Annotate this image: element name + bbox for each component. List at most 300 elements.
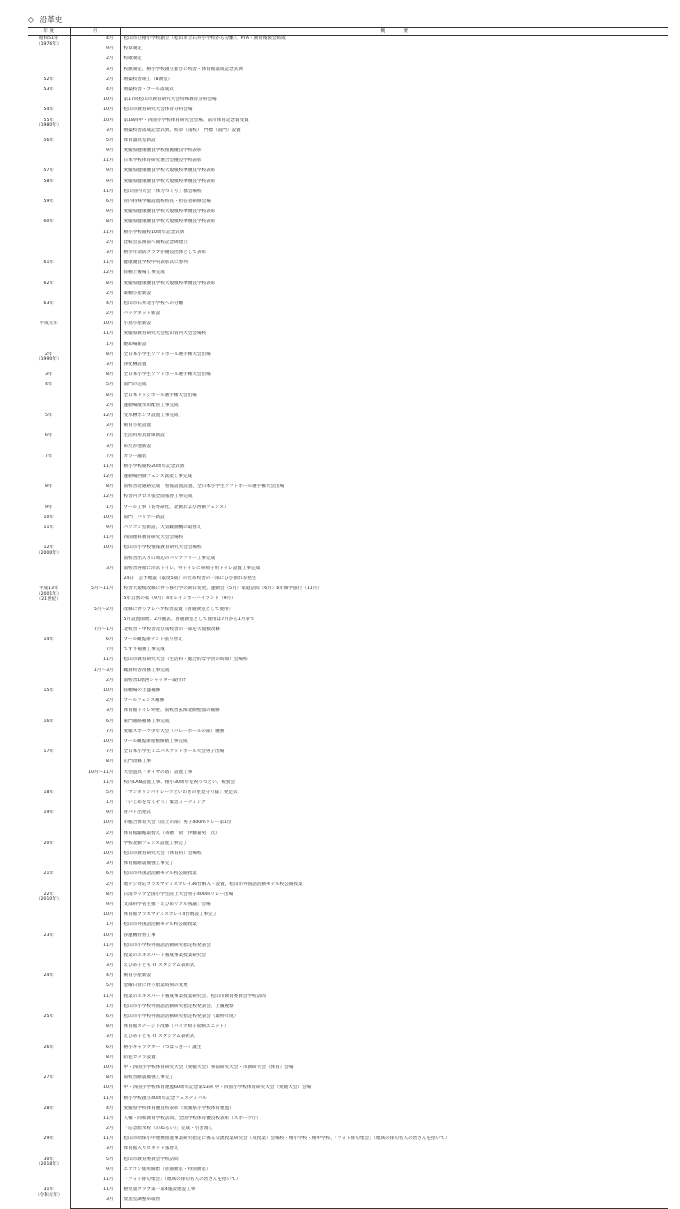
month-cell: 2月 xyxy=(70,882,120,892)
month-cell: 3月 xyxy=(70,423,120,433)
month-cell: 3月 xyxy=(70,1034,120,1044)
month-cell: 2月 xyxy=(70,1126,120,1136)
summary-cell: 校章制定 xyxy=(123,46,142,52)
summary-cell: 校舎大規模改修に伴う移行学の期日変更。運動会（5月）家庭訪問（6月）6年修学旅行（11月） xyxy=(123,586,322,592)
year-line: 55年 xyxy=(43,117,54,123)
year-line: 平成13年 xyxy=(38,586,59,592)
year-cell xyxy=(28,1045,70,1076)
summary-cell: 体育館プラズマディスプレイ4台増設工事完了 xyxy=(123,912,218,918)
year-line: 9年 xyxy=(44,504,53,510)
summary-cell: 増築校舎・プール落成式 xyxy=(123,86,174,92)
summary-cell: プールフェンス補修 xyxy=(123,698,165,704)
table-row xyxy=(28,800,668,810)
table-row xyxy=(28,831,668,841)
month-cell: 2月 xyxy=(70,311,120,321)
month-cell: 11月 xyxy=(70,158,120,168)
table-row xyxy=(28,107,668,117)
month-cell: 5月 xyxy=(70,1157,120,1167)
month-cell: 9月 xyxy=(70,525,120,535)
table-row xyxy=(28,973,668,983)
table-row xyxy=(28,596,668,606)
table-row xyxy=(28,657,668,667)
year-cell xyxy=(28,87,70,107)
summary-cell: 松山市小学校外国語活動研究指定校発表会（最終年度） xyxy=(123,1014,239,1019)
month-cell: 10月 xyxy=(70,545,120,555)
summary-cell: 増築校舎竣工（8教室） xyxy=(123,76,173,82)
header-year: 年 度 xyxy=(28,28,70,36)
table-row xyxy=(28,545,668,555)
month-cell: 4月 xyxy=(70,1106,120,1116)
table-row xyxy=(28,67,668,77)
table-row xyxy=(28,983,668,993)
year-cell xyxy=(28,281,70,301)
table-row xyxy=(28,46,668,56)
summary-cell: 5月設置開始、2月撤去。普通教室として使用は7月から1月まで xyxy=(123,616,255,622)
month-cell: 11月 xyxy=(70,1187,120,1197)
month-cell: 1月 xyxy=(70,953,120,963)
month-cell: 6月 xyxy=(70,1045,120,1055)
year-cell xyxy=(28,118,70,138)
month-cell: 6月 xyxy=(70,871,120,881)
table-row xyxy=(28,953,668,963)
table-row xyxy=(28,688,668,698)
table-row xyxy=(28,668,668,678)
year-line: 8年 xyxy=(44,484,53,490)
month-cell: 11月 xyxy=(70,535,120,545)
year-line: 22年 xyxy=(43,891,54,897)
summary-cell: 「マンダリンパイレーツといわぎの里見守り隊」発足式 xyxy=(123,789,238,795)
table-row xyxy=(28,770,668,780)
summary-cell: 金曜日食に伴う給業時刻の変更 xyxy=(123,983,188,989)
table-row xyxy=(28,484,668,494)
year-cell xyxy=(28,1136,70,1156)
year-cell xyxy=(28,484,70,504)
summary-cell: 椿小学校開校10周年記念式典 xyxy=(123,229,185,235)
summary-cell: プール工事（長寿命化、北側および西側フェンス） xyxy=(123,504,229,510)
summary-cell: 比較会玄関前へ開校記念碑建立 xyxy=(123,239,188,245)
month-cell: 6月 xyxy=(70,719,120,729)
table-row xyxy=(28,36,668,47)
month-cell: 3月 xyxy=(70,963,120,973)
summary-cell: めだか池新設 xyxy=(123,443,152,449)
month-cell: 3月 xyxy=(70,1146,120,1156)
table-row xyxy=(28,423,668,433)
year-line: 63年 xyxy=(43,300,54,306)
month-cell: 3月 xyxy=(70,861,120,871)
table-row xyxy=(28,454,668,464)
summary-cell: 校内LAN設置工事、椿小30周年を祝うつどい、祝賀会 xyxy=(123,779,236,785)
table-row xyxy=(28,291,668,301)
table-row xyxy=(28,444,668,454)
summary-cell: 防犯カメラ設置 xyxy=(123,1054,156,1060)
summary-cell: 職員校舎改修工事完成 xyxy=(123,667,170,673)
month-cell: 9月 xyxy=(70,148,120,158)
summary-cell: バックネット新設 xyxy=(123,311,161,317)
table-row xyxy=(28,433,668,443)
year-line: 18年 xyxy=(43,789,54,795)
table-row xyxy=(28,739,668,749)
year-line: 54年 xyxy=(43,107,54,113)
year-cell xyxy=(28,515,70,525)
table-row xyxy=(28,321,668,331)
year-cell xyxy=(28,36,70,77)
year-cell xyxy=(28,749,70,790)
month-cell: 5月～11月 xyxy=(70,586,120,596)
summary-cell: 松山市幼保小中連携推進事業研究指定に係る交流授業研究会（及授業）会場校・椿小学校・椿中学校、「フォト俳句集会」（地域の俳句名人の皆さんを招いて） xyxy=(123,1136,450,1142)
summary-cell: 生活科用具倉庫新設 xyxy=(123,433,165,439)
year-line: 17年 xyxy=(43,749,54,755)
table-row xyxy=(28,382,668,392)
table-row xyxy=(28,281,668,291)
month-cell: 2月 xyxy=(70,291,120,301)
year-line: 3年 xyxy=(44,372,53,378)
table-row xyxy=(28,1085,668,1095)
month-cell: 10月 xyxy=(70,912,120,922)
month-cell: 11月 xyxy=(70,994,120,1004)
summary-cell: えひめ子ども IT スタジアム表彰式 xyxy=(123,1034,195,1040)
table-row xyxy=(28,841,668,851)
year-line: 12年 xyxy=(43,545,54,551)
table-row xyxy=(28,464,668,474)
year-line: 53年 xyxy=(43,86,54,92)
table-row xyxy=(28,576,668,586)
month-cell: 11月 xyxy=(70,657,120,667)
summary-cell: 第18回中・四国小学校体育研究会会場、前川体育記念賞受賞 xyxy=(123,117,249,123)
month-cell: 11月 xyxy=(70,189,120,199)
summary-cell: カラー舗装 xyxy=(123,453,147,459)
year-cell xyxy=(28,871,70,891)
year-line: 19年 xyxy=(43,810,54,816)
summary-cell: 大型遊具「ダイヤの塔」設置工事 xyxy=(123,769,193,775)
table-row xyxy=(28,912,668,922)
month-cell: 11月 xyxy=(70,464,120,474)
summary-cell: 5年自然の家（9月）4年レインボーハイランド（9月） xyxy=(123,596,236,602)
year-cell xyxy=(28,138,70,169)
table-row xyxy=(28,892,668,902)
table-row xyxy=(28,270,668,280)
month-cell: 11月 xyxy=(70,260,120,270)
month-cell: 2月 xyxy=(70,240,120,250)
year-cell xyxy=(28,892,70,933)
month-cell xyxy=(70,576,120,586)
summary-cell: 南校舎北通路完成 警報設置設置、全日本小学生ソフトボール選手権大会出場 xyxy=(123,484,285,490)
table-row xyxy=(28,535,668,545)
summary-cell: 体育館耐震補強工事完了 xyxy=(123,861,175,867)
month-cell: 6月 xyxy=(70,199,120,209)
summary-cell: 健康優良学校中央表彰式に参列 xyxy=(123,260,188,266)
table-row xyxy=(28,1136,668,1146)
month-cell: 1月 xyxy=(70,800,120,810)
year-line: 57年 xyxy=(43,168,54,174)
summary-cell: 小鳥小屋新設 xyxy=(123,321,152,327)
summary-cell: 24日 芸予地震（震度5弱）のため校舎の一部にひび割れ等発生 xyxy=(123,575,257,581)
table-row xyxy=(28,311,668,321)
year-line: 61年 xyxy=(43,260,54,266)
month-cell: 10月 xyxy=(70,933,120,943)
table-row xyxy=(28,128,668,138)
summary-cell: 南校舎1階西シャッター取付け xyxy=(123,677,187,683)
table-row xyxy=(28,342,668,352)
table-row xyxy=(28,1126,668,1136)
table-row xyxy=(28,1055,668,1065)
table-row xyxy=(28,586,668,596)
table-row xyxy=(28,230,668,240)
table-row xyxy=(28,678,668,688)
month-cell: 8月 xyxy=(70,393,120,403)
table-row xyxy=(28,810,668,820)
table-header-row xyxy=(28,28,668,36)
table-row xyxy=(28,1034,668,1044)
month-cell: 9月 xyxy=(70,1167,120,1177)
month-cell: 3月 xyxy=(70,708,120,718)
month-cell: 8月 xyxy=(70,1055,120,1065)
month-cell: 11月 xyxy=(70,1177,120,1187)
table-row xyxy=(28,617,668,627)
summary-cell: 校舎内クロス張全面張替工事完成 xyxy=(123,494,193,500)
summary-cell: 体育館トイレ外壁、南校舎玄関北側壁面の補修 xyxy=(123,708,220,714)
table-row xyxy=(28,851,668,861)
summary-cell: 東門通路補修工事完成 xyxy=(123,718,170,724)
summary-cell: 椿少年消防クラブが優良団体として表彰 xyxy=(123,249,207,255)
month-cell: 3月 xyxy=(70,566,120,576)
month-cell: 10月 xyxy=(70,820,120,830)
month-cell: 10月 xyxy=(70,515,120,525)
year-cell xyxy=(28,1014,70,1045)
summary-cell: 焼却場新設 xyxy=(123,341,147,347)
year-line: 28年 xyxy=(43,1105,54,1111)
table-row xyxy=(28,1146,668,1156)
summary-cell: 人権・同和教育学校訪問、全国学校体育優良校表彰（スポーツ庁） xyxy=(123,1115,262,1121)
table-row xyxy=(28,994,668,1004)
table-row xyxy=(28,331,668,341)
summary-cell: 学校北側フェンス設置工事完了 xyxy=(123,840,188,846)
summary-cell: 市総合体育大会（陸上の部）男子400mリレー第1位 xyxy=(123,820,232,826)
header-month: 月 xyxy=(70,28,120,36)
year-line: 23年 xyxy=(43,932,54,938)
summary-cell: 椿小キャラクター（つばっきー）誕生 xyxy=(123,1044,202,1050)
month-cell: 12月 xyxy=(70,270,120,280)
summary-cell: 全日本ドッジボール選手権大会出場 xyxy=(123,392,197,398)
table-row xyxy=(28,729,668,739)
table-row xyxy=(28,861,668,871)
summary-cell: 南門の完成 xyxy=(123,382,147,388)
month-cell: 1月 xyxy=(70,342,120,352)
year-line: 30年 xyxy=(43,1156,54,1162)
year-line: 16年 xyxy=(43,718,54,724)
table-row xyxy=(28,1024,668,1034)
summary-cell: 松山市教育研究大会（生活科・総合的な学習の時間）会場校 xyxy=(123,657,248,663)
table-row xyxy=(28,627,668,637)
table-row xyxy=(28,219,668,229)
summary-cell: 「フォト俳句集会」（地域の俳句名人の皆さんを招いて） xyxy=(123,1177,241,1182)
month-cell: 10月 xyxy=(70,739,120,749)
summary-cell: 全日本小学生ミニバスケットボール大会男子出場 xyxy=(123,749,225,755)
month-cell: 10月 xyxy=(70,321,120,331)
summary-cell: 松山管内大会「体力つくり」郡会場校 xyxy=(123,188,202,194)
table-row xyxy=(28,1106,668,1116)
year-cell xyxy=(28,790,70,810)
year-cell xyxy=(28,219,70,260)
table-row xyxy=(28,413,668,423)
table-row xyxy=(28,87,668,97)
table-row xyxy=(28,525,668,535)
year-line: （1976年） xyxy=(36,41,62,47)
summary-cell: 松山市教育研究大会（体育科）会場校 xyxy=(123,851,202,856)
month-cell: 7月 xyxy=(70,433,120,443)
year-cell xyxy=(28,260,70,280)
month-cell: 7月 xyxy=(70,647,120,657)
month-cell: 7月 xyxy=(70,454,120,464)
table-row xyxy=(28,1014,668,1024)
table-row xyxy=(28,189,668,199)
summary-cell: 運動場西側フェンス嵩架工事完成 xyxy=(123,474,193,480)
year-line: 29年 xyxy=(43,1136,54,1142)
month-cell: 6月 xyxy=(70,637,120,647)
table-row xyxy=(28,494,668,504)
month-cell: 12月 xyxy=(70,474,120,484)
summary-cell: 愛媛県教育研究大会松山管内大会会場校 xyxy=(123,331,207,337)
summary-cell: 椿小学校開校20周年記念式典 xyxy=(123,463,185,469)
table-row xyxy=(28,647,668,657)
summary-cell: 南校舎各階に洋式トイレ、外トイレに車椅子用トイレ設置工事完成 xyxy=(123,565,261,571)
year-line: 15年 xyxy=(43,688,54,693)
header-summary: 概 要 xyxy=(120,28,668,36)
month-cell: 10月 xyxy=(70,1065,120,1075)
table-row xyxy=(28,1096,668,1106)
year-line: 4年 xyxy=(44,382,53,388)
month-cell: 12月 xyxy=(70,494,120,504)
year-cell xyxy=(28,1157,70,1188)
table-row xyxy=(28,250,668,260)
year-line: 2年 xyxy=(44,351,53,357)
section-title xyxy=(28,14,62,25)
summary-cell: 松山市教育研究大会体育分科会場 xyxy=(123,107,193,113)
table-row xyxy=(28,372,668,382)
table-row xyxy=(28,922,668,932)
year-cell xyxy=(28,933,70,974)
year-cell xyxy=(28,973,70,1014)
table-row xyxy=(28,148,668,158)
table-row xyxy=(28,301,668,311)
year-line: 58年 xyxy=(43,178,54,184)
table-row xyxy=(28,209,668,219)
month-cell: 10月 xyxy=(70,97,120,107)
summary-cell: 松山市小学校情報教育研究大会会場校 xyxy=(123,545,202,551)
year-cell xyxy=(28,77,70,87)
year-line: 6年 xyxy=(44,433,53,439)
summary-cell: 松山市教育委員会学校訪問 xyxy=(123,1156,179,1162)
summary-cell: 南校舎耐震補強工事完了 xyxy=(123,1075,175,1081)
table-row xyxy=(28,1004,668,1014)
table-row xyxy=(28,759,668,769)
table-row xyxy=(28,1065,668,1075)
year-cell xyxy=(28,545,70,586)
table-row xyxy=(28,1116,668,1126)
month-cell: 9月 xyxy=(70,810,120,820)
table-row xyxy=(28,943,668,953)
diamond-icon: ◇ xyxy=(28,15,34,24)
month-cell: 11月 xyxy=(70,1116,120,1126)
year-line: 7年 xyxy=(44,453,53,459)
summary-cell: 増築校舎落成記念式典、校章（南校） 門標（南門）設置 xyxy=(123,127,241,133)
year-cell xyxy=(28,810,70,841)
year-line: 21年 xyxy=(43,871,54,877)
table-row xyxy=(28,902,668,912)
month-cell: 8月 xyxy=(70,484,120,494)
table-row xyxy=(28,790,668,800)
summary-cell: 南校舎出入り口周辺のバリアフリー工事完成 xyxy=(123,555,216,561)
month-cell: 1月 xyxy=(70,922,120,932)
summary-cell: 椿児童クラブ第一第4施設建設工事 xyxy=(123,1187,196,1193)
table-row xyxy=(28,749,668,759)
summary-cell: 日本学校体育研究連合会優良学校表彰 xyxy=(123,158,202,164)
summary-cell: 体育館緞帳取替え（寄贈 故 伊藤嘉男 氏） xyxy=(123,830,220,836)
month-cell: 4月 xyxy=(70,87,120,97)
summary-cell: 中・四国小学校体育連盟60周年記念第53回 中・四国小学校体育研究大会（愛媛大会）会場 xyxy=(123,1085,312,1091)
year-cell xyxy=(28,372,70,382)
summary-cell: 「いじめをなくそう」緊急ミーティング xyxy=(123,800,206,806)
history-rows xyxy=(28,36,668,1209)
month-cell: 10月 xyxy=(70,1085,120,1095)
year-cell xyxy=(28,1106,70,1137)
year-cell xyxy=(28,321,70,352)
year-line: （2010年） xyxy=(36,897,62,903)
summary-cell: 松山市立椿小学校創立（松山市立石井小学校から分離）、PTA・教育後援会結成 xyxy=(123,36,286,41)
table-row xyxy=(28,780,668,790)
table-row xyxy=(28,1167,668,1177)
table-row xyxy=(28,607,668,617)
month-cell: 7月 xyxy=(70,749,120,759)
summary-cell: 浄化槽設置 xyxy=(123,362,147,367)
table-row xyxy=(28,871,668,881)
table-row xyxy=(28,403,668,413)
table-row xyxy=(28,474,668,484)
summary-cell: 授業のエキスパート養成事業授業研究会 xyxy=(123,952,207,958)
summary-cell: 愛媛スポーツ少年大会（バレーボールの部）優勝 xyxy=(123,728,225,734)
year-line: 31年 xyxy=(43,1187,54,1193)
table-row xyxy=(28,637,668,647)
year-cell xyxy=(28,637,70,688)
month-cell: 8月 xyxy=(70,759,120,769)
month-cell xyxy=(70,556,120,566)
summary-cell: 校歌制定 xyxy=(123,56,142,62)
year-cell xyxy=(28,841,70,872)
summary-cell: 地デジ対応プラズマディスプレイ36台納入・設置、松山市外国語活動モデル校公開授業 xyxy=(123,881,303,887)
table-row xyxy=(28,158,668,168)
year-line: 14年 xyxy=(43,637,54,643)
year-line: 20年 xyxy=(43,840,54,846)
year-cell xyxy=(28,505,70,515)
summary-cell: 体育館ステージ下改修（パイプ椅子収納ユニット） xyxy=(123,1024,229,1030)
summary-cell: 校旗制定、椿小学校創立並びに校舎・体育館落成記念式典 xyxy=(123,66,243,72)
month-cell: 2月 xyxy=(70,56,120,66)
table-row xyxy=(28,882,668,892)
table-row xyxy=(28,97,668,107)
table-row xyxy=(28,56,668,66)
summary-cell: 愛媛県学校体育優良校表彰（愛媛県小学校体育連盟） xyxy=(123,1105,234,1111)
table-row xyxy=(28,1187,668,1197)
table-row xyxy=(28,118,668,128)
year-line: 27年 xyxy=(43,1075,54,1081)
summary-cell: 椿小学校創立40周年記念フェスティバル xyxy=(123,1095,207,1101)
table-row xyxy=(28,1045,668,1055)
summary-cell: 青パト出発式 xyxy=(123,810,151,816)
month-cell: 2月 xyxy=(70,403,120,413)
year-line: （21世紀） xyxy=(36,597,61,603)
month-cell: 8月 xyxy=(70,281,120,291)
month-cell xyxy=(70,596,120,606)
month-cell: 4月 xyxy=(70,973,120,983)
